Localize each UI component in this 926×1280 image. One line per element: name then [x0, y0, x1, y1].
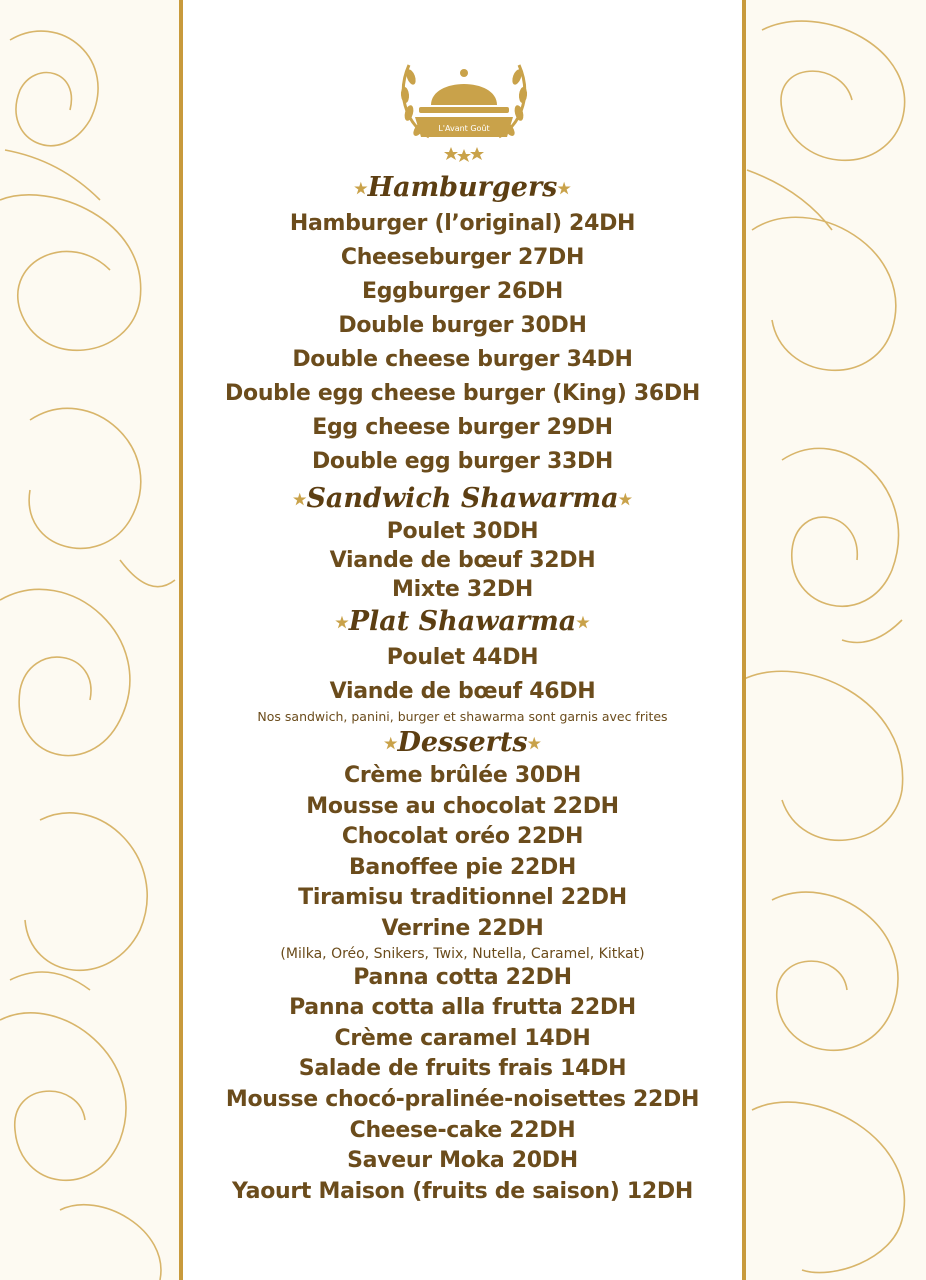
- section-desserts: [183, 725, 742, 1208]
- restaurant-logo: [389, 37, 539, 165]
- star-icon: ★: [527, 734, 541, 752]
- logo-brand-text: L'Avant Goût: [438, 124, 490, 133]
- menu-item: Verrine 22DH: [381, 915, 544, 941]
- menu-item: Mousse chocó-pralinée-noisettes 22DH: [225, 1086, 700, 1112]
- menu-item: Panna cotta alla frutta 22DH: [289, 995, 636, 1021]
- menu-item: Tiramisu traditionnel 22DH: [298, 885, 627, 911]
- menu-item: Viande de bœuf 46DH: [329, 678, 596, 704]
- menu-item: Eggburger 26DH: [361, 278, 564, 304]
- star-icon: ★: [335, 613, 349, 632]
- star-icon: ★: [292, 490, 307, 508]
- menu-item: Egg cheese burger 29DH: [312, 414, 613, 440]
- menu-item: Banoffee pie 22DH: [348, 854, 577, 880]
- section-plat-shawarma: [183, 604, 742, 725]
- floral-border-left: [0, 0, 180, 1280]
- menu-item: Mixte 32DH: [391, 577, 533, 602]
- menu-item: Viande de bœuf 32DH: [329, 548, 596, 573]
- menu-item: Yaourt Maison (fruits de saison) 12DH: [232, 1178, 693, 1204]
- section-title: [183, 481, 742, 518]
- section-title: [183, 170, 742, 207]
- section-title-text: Plat Shawarma: [348, 606, 577, 637]
- star-icon: ★: [384, 734, 398, 752]
- section-title-text: Hamburgers: [367, 172, 558, 203]
- star-icon: ★: [618, 490, 633, 508]
- star-icon: ★: [354, 179, 368, 198]
- verrine-flavors-note: (Milka, Oréo, Snikers, Twix, Nutella, Caramel, Kitkat): [280, 945, 645, 962]
- floral-border-right: [742, 0, 926, 1280]
- menu-item: Poulet 30DH: [386, 519, 539, 544]
- section-hamburgers: [183, 170, 742, 479]
- menu-item: Double cheese burger 34DH: [292, 346, 633, 372]
- gold-divider-right: [742, 0, 746, 1280]
- menu-item: Chocolat oréo 22DH: [341, 824, 584, 850]
- menu-item: Double burger 30DH: [338, 312, 587, 338]
- star-icon: ★: [557, 179, 571, 198]
- section-title-text: Sandwich Shawarma: [306, 482, 619, 514]
- menu-item: Cheeseburger 27DH: [340, 244, 585, 270]
- menu-item: Crème brûlée 30DH: [344, 763, 581, 788]
- section-title: [183, 725, 742, 762]
- menu-item: Double egg burger 33DH: [311, 448, 614, 474]
- menu-item: Cheese-cake 22DH: [349, 1117, 576, 1143]
- menu-item: Salade de fruits frais 14DH: [298, 1056, 627, 1082]
- menu-item: Double egg cheese burger (King) 36DH: [225, 380, 700, 406]
- menu-item: Hamburger (l’original) 24DH: [289, 210, 636, 236]
- menu-item: Mousse au chocolat 22DH: [306, 793, 619, 819]
- section-title: [183, 604, 742, 641]
- menu-item: Crème caramel 14DH: [334, 1025, 591, 1051]
- menu: [183, 170, 742, 1207]
- section-title-text: Desserts: [397, 726, 528, 758]
- garnish-note: Nos sandwich, panini, burger et shawarma sont garnis avec frites: [257, 708, 668, 724]
- section-sandwich-shawarma: [183, 481, 742, 605]
- star-icon: ★: [576, 613, 590, 632]
- menu-item: Poulet 44DH: [386, 644, 539, 670]
- menu-item: Panna cotta 22DH: [353, 964, 572, 990]
- menu-item: Saveur Moka 20DH: [347, 1148, 578, 1174]
